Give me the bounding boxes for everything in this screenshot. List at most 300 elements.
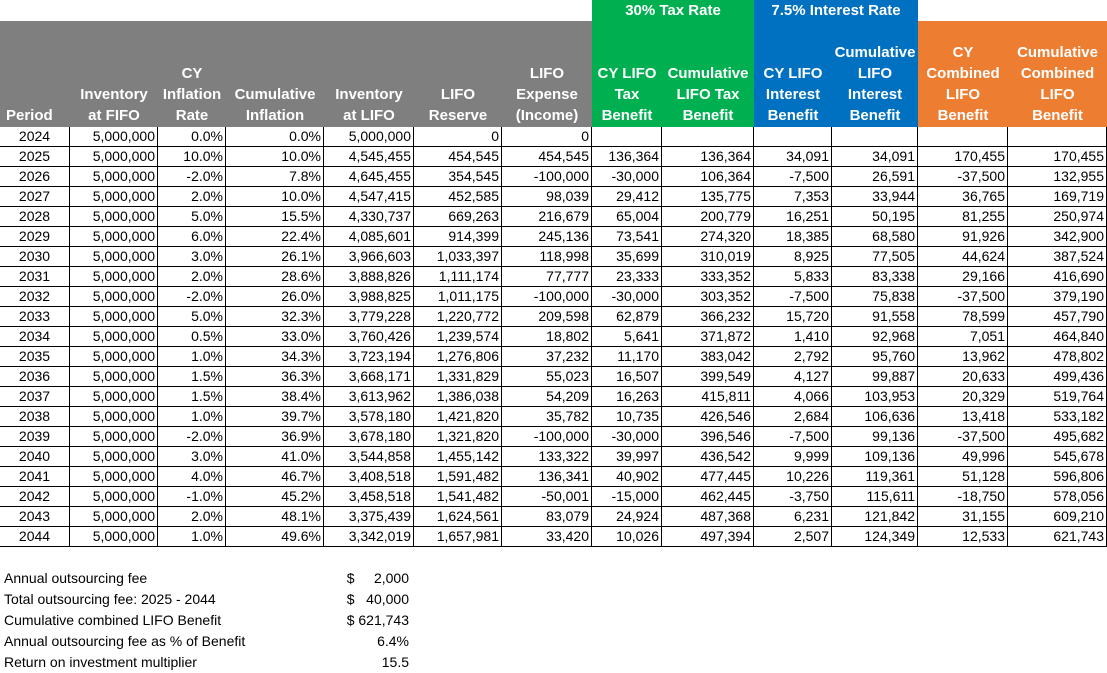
cell-cumulative-combined-lifo-benefit[interactable]: 416,690 bbox=[1008, 267, 1107, 286]
cell-cumulative-inflation[interactable]: 33.0% bbox=[226, 327, 324, 346]
cell-cumulative-combined-lifo-benefit[interactable]: 342,900 bbox=[1008, 227, 1107, 246]
header-lifo-reserve: LIFO Reserve bbox=[428, 86, 488, 124]
cell-inventory-lifo[interactable]: 4,547,415 bbox=[324, 187, 414, 206]
cell-lifo-expense[interactable]: 18,802 bbox=[502, 327, 592, 346]
cell-cy-inflation-rate[interactable]: 1.0% bbox=[158, 347, 226, 366]
cell-cumulative-lifo-tax-benefit[interactable]: 371,872 bbox=[662, 327, 754, 346]
cell-inventory-lifo[interactable]: 3,342,019 bbox=[324, 527, 414, 546]
cell-cumulative-lifo-interest-benefit[interactable]: 121,842 bbox=[832, 507, 918, 526]
cell-cy-lifo-interest-benefit[interactable]: 4,127 bbox=[754, 367, 832, 386]
cell-cumulative-lifo-interest-benefit[interactable]: 83,338 bbox=[832, 267, 918, 286]
cell-cy-lifo-interest-benefit[interactable] bbox=[754, 127, 832, 146]
summary-row bbox=[4, 589, 424, 610]
cell-cumulative-combined-lifo-benefit[interactable] bbox=[1008, 127, 1107, 146]
cell-lifo-expense[interactable]: 133,322 bbox=[502, 447, 592, 466]
cell-cy-inflation-rate[interactable]: 2.0% bbox=[158, 267, 226, 286]
cell-inventory-fifo[interactable]: 5,000,000 bbox=[70, 467, 158, 486]
table-row bbox=[0, 447, 1107, 467]
cell-period[interactable]: 2035 bbox=[0, 347, 70, 366]
cell-cumulative-inflation[interactable]: 10.0% bbox=[226, 187, 324, 206]
cell-inventory-lifo[interactable]: 3,988,825 bbox=[324, 287, 414, 306]
cell-cumulative-lifo-interest-benefit[interactable]: 50,195 bbox=[832, 207, 918, 226]
cell-cy-lifo-tax-benefit[interactable]: -15,000 bbox=[592, 487, 662, 506]
cell-cumulative-combined-lifo-benefit[interactable]: 519,764 bbox=[1008, 387, 1107, 406]
cell-cy-inflation-rate[interactable]: 1.0% bbox=[158, 407, 226, 426]
header-cumulative-inflation: Cumulative Inflation bbox=[234, 86, 316, 124]
cell-cy-combined-lifo-benefit[interactable]: 44,624 bbox=[918, 247, 1008, 266]
cell-cumulative-lifo-tax-benefit[interactable]: 399,549 bbox=[662, 367, 754, 386]
cell-period[interactable]: 2042 bbox=[0, 487, 70, 506]
cell-cumulative-lifo-interest-benefit[interactable]: 95,760 bbox=[832, 347, 918, 366]
cell-lifo-reserve[interactable]: 1,276,806 bbox=[414, 347, 502, 366]
cell-cumulative-lifo-tax-benefit[interactable]: 487,368 bbox=[662, 507, 754, 526]
cell-cy-inflation-rate[interactable]: 2.0% bbox=[158, 507, 226, 526]
cell-cy-lifo-tax-benefit[interactable]: 16,507 bbox=[592, 367, 662, 386]
cell-cumulative-combined-lifo-benefit[interactable]: 495,682 bbox=[1008, 427, 1107, 446]
cell-cy-lifo-interest-benefit[interactable]: 5,833 bbox=[754, 267, 832, 286]
cell-cy-lifo-interest-benefit[interactable]: 10,226 bbox=[754, 467, 832, 486]
cell-cy-inflation-rate[interactable]: 6.0% bbox=[158, 227, 226, 246]
table-row bbox=[0, 527, 1107, 547]
table-row bbox=[0, 487, 1107, 507]
cell-inventory-lifo[interactable]: 3,613,962 bbox=[324, 387, 414, 406]
cell-inventory-fifo[interactable]: 5,000,000 bbox=[70, 247, 158, 266]
cell-lifo-expense[interactable]: 55,023 bbox=[502, 367, 592, 386]
cell-cy-lifo-tax-benefit[interactable]: 73,541 bbox=[592, 227, 662, 246]
header-inventory-fifo: Inventory at FIFO bbox=[80, 86, 148, 124]
cell-cumulative-lifo-interest-benefit[interactable]: 106,636 bbox=[832, 407, 918, 426]
cell-lifo-reserve[interactable]: 1,591,482 bbox=[414, 467, 502, 486]
cell-cy-combined-lifo-benefit[interactable]: -37,500 bbox=[918, 287, 1008, 306]
cell-cumulative-inflation[interactable]: 32.3% bbox=[226, 307, 324, 326]
cell-inventory-lifo[interactable]: 3,544,858 bbox=[324, 447, 414, 466]
cell-cumulative-inflation[interactable]: 0.0% bbox=[226, 127, 324, 146]
cell-period[interactable]: 2032 bbox=[0, 287, 70, 306]
cell-inventory-fifo[interactable]: 5,000,000 bbox=[70, 307, 158, 326]
cell-cumulative-combined-lifo-benefit[interactable]: 499,436 bbox=[1008, 367, 1107, 386]
cell-period[interactable]: 2040 bbox=[0, 447, 70, 466]
cell-inventory-lifo[interactable]: 3,408,518 bbox=[324, 467, 414, 486]
summary-value[interactable]: 6.4% bbox=[377, 633, 409, 649]
cell-cy-lifo-tax-benefit[interactable]: 16,263 bbox=[592, 387, 662, 406]
cell-lifo-reserve[interactable]: 1,421,820 bbox=[414, 407, 502, 426]
cell-lifo-reserve[interactable]: 1,624,561 bbox=[414, 507, 502, 526]
cell-cumulative-inflation[interactable]: 28.6% bbox=[226, 267, 324, 286]
cell-inventory-fifo[interactable]: 5,000,000 bbox=[70, 227, 158, 246]
cell-lifo-expense[interactable]: 118,998 bbox=[502, 247, 592, 266]
cell-cy-combined-lifo-benefit[interactable]: 81,255 bbox=[918, 207, 1008, 226]
cell-cy-inflation-rate[interactable]: -2.0% bbox=[158, 287, 226, 306]
cell-inventory-lifo[interactable]: 3,966,603 bbox=[324, 247, 414, 266]
cell-cy-lifo-tax-benefit[interactable]: 29,412 bbox=[592, 187, 662, 206]
cell-cy-lifo-interest-benefit[interactable]: 4,066 bbox=[754, 387, 832, 406]
cell-cy-lifo-tax-benefit[interactable]: 62,879 bbox=[592, 307, 662, 326]
header-cumulative-lifo-tax-benefit: Cumulative LIFO Tax Benefit bbox=[662, 21, 754, 127]
cell-cy-combined-lifo-benefit[interactable]: 91,926 bbox=[918, 227, 1008, 246]
cell-cy-inflation-rate[interactable]: 1.5% bbox=[158, 367, 226, 386]
cell-cy-inflation-rate[interactable]: 5.0% bbox=[158, 307, 226, 326]
cell-lifo-expense[interactable]: -50,001 bbox=[502, 487, 592, 506]
cell-cy-lifo-tax-benefit[interactable]: 23,333 bbox=[592, 267, 662, 286]
cell-lifo-expense[interactable]: 136,341 bbox=[502, 467, 592, 486]
cell-cumulative-lifo-tax-benefit[interactable]: 462,445 bbox=[662, 487, 754, 506]
cell-lifo-reserve[interactable]: 914,399 bbox=[414, 227, 502, 246]
cell-inventory-fifo[interactable]: 5,000,000 bbox=[70, 367, 158, 386]
cell-period[interactable]: 2024 bbox=[0, 127, 70, 146]
cell-cumulative-combined-lifo-benefit[interactable]: 621,743 bbox=[1008, 527, 1107, 546]
cell-cumulative-combined-lifo-benefit[interactable]: 250,974 bbox=[1008, 207, 1107, 226]
cell-cy-lifo-tax-benefit[interactable]: 35,699 bbox=[592, 247, 662, 266]
cell-lifo-reserve[interactable]: 1,331,829 bbox=[414, 367, 502, 386]
header-cy-combined-lifo-benefit: CY Combined LIFO Benefit bbox=[918, 21, 1008, 127]
cell-inventory-fifo[interactable]: 5,000,000 bbox=[70, 347, 158, 366]
cell-period[interactable]: 2037 bbox=[0, 387, 70, 406]
cell-cy-lifo-tax-benefit[interactable]: 39,997 bbox=[592, 447, 662, 466]
cell-cy-lifo-interest-benefit[interactable]: 2,792 bbox=[754, 347, 832, 366]
cell-cy-inflation-rate[interactable]: -2.0% bbox=[158, 167, 226, 186]
cell-inventory-fifo[interactable]: 5,000,000 bbox=[70, 327, 158, 346]
cell-cumulative-combined-lifo-benefit[interactable]: 132,955 bbox=[1008, 167, 1107, 186]
cell-inventory-fifo[interactable]: 5,000,000 bbox=[70, 407, 158, 426]
cell-cy-combined-lifo-benefit[interactable]: -18,750 bbox=[918, 487, 1008, 506]
cell-cumulative-inflation[interactable]: 36.9% bbox=[226, 427, 324, 446]
cell-inventory-fifo[interactable]: 5,000,000 bbox=[70, 207, 158, 226]
cell-inventory-lifo[interactable]: 4,545,455 bbox=[324, 147, 414, 166]
cell-cy-lifo-tax-benefit[interactable]: -30,000 bbox=[592, 167, 662, 186]
cell-lifo-expense[interactable]: 35,782 bbox=[502, 407, 592, 426]
cell-cy-lifo-interest-benefit[interactable]: 34,091 bbox=[754, 147, 832, 166]
cell-inventory-lifo[interactable]: 4,085,601 bbox=[324, 227, 414, 246]
cell-lifo-expense[interactable]: -100,000 bbox=[502, 287, 592, 306]
cell-cy-lifo-interest-benefit[interactable]: 15,720 bbox=[754, 307, 832, 326]
cell-cumulative-lifo-tax-benefit[interactable]: 333,352 bbox=[662, 267, 754, 286]
cell-inventory-lifo[interactable]: 5,000,000 bbox=[324, 127, 414, 146]
cell-cy-lifo-interest-benefit[interactable]: 2,507 bbox=[754, 527, 832, 546]
cell-cumulative-inflation[interactable]: 46.7% bbox=[226, 467, 324, 486]
cell-cy-inflation-rate[interactable]: -2.0% bbox=[158, 427, 226, 446]
cell-cy-combined-lifo-benefit[interactable] bbox=[918, 127, 1008, 146]
table-row bbox=[0, 227, 1107, 247]
cell-cumulative-inflation[interactable]: 49.6% bbox=[226, 527, 324, 546]
cell-cumulative-lifo-interest-benefit[interactable]: 124,349 bbox=[832, 527, 918, 546]
cell-cy-lifo-interest-benefit[interactable]: 6,231 bbox=[754, 507, 832, 526]
cell-cy-combined-lifo-benefit[interactable]: 49,996 bbox=[918, 447, 1008, 466]
cell-cy-combined-lifo-benefit[interactable]: 13,962 bbox=[918, 347, 1008, 366]
cell-cumulative-lifo-interest-benefit[interactable]: 34,091 bbox=[832, 147, 918, 166]
cell-cumulative-lifo-tax-benefit[interactable]: 426,546 bbox=[662, 407, 754, 426]
cell-cy-combined-lifo-benefit[interactable]: 29,166 bbox=[918, 267, 1008, 286]
cell-cy-lifo-interest-benefit[interactable]: -7,500 bbox=[754, 427, 832, 446]
cell-period[interactable]: 2034 bbox=[0, 327, 70, 346]
cell-inventory-fifo[interactable]: 5,000,000 bbox=[70, 527, 158, 546]
cell-cy-inflation-rate[interactable]: 4.0% bbox=[158, 467, 226, 486]
cell-cy-inflation-rate[interactable]: 0.0% bbox=[158, 127, 226, 146]
cell-inventory-lifo[interactable]: 4,330,737 bbox=[324, 207, 414, 226]
cell-inventory-fifo[interactable]: 5,000,000 bbox=[70, 267, 158, 286]
cell-inventory-fifo[interactable]: 5,000,000 bbox=[70, 427, 158, 446]
cell-cumulative-inflation[interactable]: 22.4% bbox=[226, 227, 324, 246]
cell-inventory-lifo[interactable]: 3,723,194 bbox=[324, 347, 414, 366]
cell-cy-inflation-rate[interactable]: 5.0% bbox=[158, 207, 226, 226]
rate-band-row bbox=[0, 0, 1107, 21]
cell-cumulative-lifo-interest-benefit[interactable]: 92,968 bbox=[832, 327, 918, 346]
cell-lifo-reserve[interactable]: 454,545 bbox=[414, 147, 502, 166]
cell-period[interactable]: 2041 bbox=[0, 467, 70, 486]
cell-cy-inflation-rate[interactable]: 3.0% bbox=[158, 447, 226, 466]
cell-cy-lifo-interest-benefit[interactable]: -7,500 bbox=[754, 167, 832, 186]
cell-inventory-fifo[interactable]: 5,000,000 bbox=[70, 287, 158, 306]
cell-lifo-reserve[interactable]: 1,657,981 bbox=[414, 527, 502, 546]
cell-cumulative-lifo-interest-benefit[interactable]: 77,505 bbox=[832, 247, 918, 266]
cell-inventory-fifo[interactable]: 5,000,000 bbox=[70, 447, 158, 466]
cell-period[interactable]: 2025 bbox=[0, 147, 70, 166]
cell-cumulative-lifo-tax-benefit[interactable]: 303,352 bbox=[662, 287, 754, 306]
cell-inventory-lifo[interactable]: 3,888,826 bbox=[324, 267, 414, 286]
cell-inventory-lifo[interactable]: 3,779,228 bbox=[324, 307, 414, 326]
cell-cumulative-lifo-tax-benefit[interactable]: 136,364 bbox=[662, 147, 754, 166]
cell-cy-combined-lifo-benefit[interactable]: 13,418 bbox=[918, 407, 1008, 426]
cell-lifo-reserve[interactable]: 1,220,772 bbox=[414, 307, 502, 326]
cell-cy-lifo-interest-benefit[interactable]: 2,684 bbox=[754, 407, 832, 426]
cell-period[interactable]: 2028 bbox=[0, 207, 70, 226]
cell-lifo-expense[interactable]: 33,420 bbox=[502, 527, 592, 546]
cell-cumulative-lifo-interest-benefit[interactable]: 33,944 bbox=[832, 187, 918, 206]
cell-cy-lifo-tax-benefit[interactable]: -30,000 bbox=[592, 287, 662, 306]
cell-cy-combined-lifo-benefit[interactable]: 170,455 bbox=[918, 147, 1008, 166]
cell-lifo-reserve[interactable]: 1,011,175 bbox=[414, 287, 502, 306]
cell-inventory-lifo[interactable]: 3,458,518 bbox=[324, 487, 414, 506]
cell-cumulative-inflation[interactable]: 26.1% bbox=[226, 247, 324, 266]
cell-cumulative-combined-lifo-benefit[interactable]: 170,455 bbox=[1008, 147, 1107, 166]
cell-inventory-fifo[interactable]: 5,000,000 bbox=[70, 187, 158, 206]
cell-cy-lifo-tax-benefit[interactable]: 136,364 bbox=[592, 147, 662, 166]
cell-cumulative-lifo-interest-benefit[interactable]: 109,136 bbox=[832, 447, 918, 466]
cell-cumulative-inflation[interactable]: 26.0% bbox=[226, 287, 324, 306]
summary-row bbox=[4, 652, 424, 673]
table-row bbox=[0, 387, 1107, 407]
cell-cumulative-lifo-tax-benefit[interactable]: 383,042 bbox=[662, 347, 754, 366]
cell-lifo-reserve[interactable]: 669,263 bbox=[414, 207, 502, 226]
cell-period[interactable]: 2044 bbox=[0, 527, 70, 546]
cell-cumulative-inflation[interactable]: 34.3% bbox=[226, 347, 324, 366]
cell-cumulative-lifo-tax-benefit[interactable]: 106,364 bbox=[662, 167, 754, 186]
cell-period[interactable]: 2026 bbox=[0, 167, 70, 186]
cell-inventory-fifo[interactable]: 5,000,000 bbox=[70, 167, 158, 186]
cell-cy-lifo-interest-benefit[interactable]: 9,999 bbox=[754, 447, 832, 466]
cell-cy-combined-lifo-benefit[interactable]: 36,765 bbox=[918, 187, 1008, 206]
cell-inventory-fifo[interactable]: 5,000,000 bbox=[70, 387, 158, 406]
cell-cumulative-lifo-interest-benefit[interactable]: 115,611 bbox=[832, 487, 918, 506]
cell-inventory-fifo[interactable]: 5,000,000 bbox=[70, 147, 158, 166]
cell-lifo-reserve[interactable]: 1,321,820 bbox=[414, 427, 502, 446]
cell-inventory-lifo[interactable]: 3,760,426 bbox=[324, 327, 414, 346]
header-period: Period bbox=[6, 107, 53, 124]
cell-cumulative-lifo-tax-benefit[interactable]: 274,320 bbox=[662, 227, 754, 246]
cell-lifo-reserve[interactable]: 1,541,482 bbox=[414, 487, 502, 506]
cell-cy-inflation-rate[interactable]: 3.0% bbox=[158, 247, 226, 266]
cell-cumulative-inflation[interactable]: 45.2% bbox=[226, 487, 324, 506]
cell-cumulative-lifo-interest-benefit[interactable]: 68,580 bbox=[832, 227, 918, 246]
cell-cy-lifo-tax-benefit[interactable]: 11,170 bbox=[592, 347, 662, 366]
cell-cy-lifo-tax-benefit[interactable]: 65,004 bbox=[592, 207, 662, 226]
cell-cy-combined-lifo-benefit[interactable]: 12,533 bbox=[918, 527, 1008, 546]
cell-cy-inflation-rate[interactable]: 0.5% bbox=[158, 327, 226, 346]
cell-lifo-reserve[interactable]: 452,585 bbox=[414, 187, 502, 206]
cell-inventory-lifo[interactable]: 3,668,171 bbox=[324, 367, 414, 386]
summary-value[interactable]: $ 2,000 bbox=[346, 570, 409, 586]
cell-lifo-expense[interactable]: 245,136 bbox=[502, 227, 592, 246]
cell-cumulative-combined-lifo-benefit[interactable]: 379,190 bbox=[1008, 287, 1107, 306]
cell-cumulative-combined-lifo-benefit[interactable]: 609,210 bbox=[1008, 507, 1107, 526]
cell-lifo-reserve[interactable]: 0 bbox=[414, 127, 502, 146]
cell-cy-combined-lifo-benefit[interactable]: 20,633 bbox=[918, 367, 1008, 386]
cell-inventory-lifo[interactable]: 4,645,455 bbox=[324, 167, 414, 186]
cell-lifo-expense[interactable]: 83,079 bbox=[502, 507, 592, 526]
cell-cumulative-combined-lifo-benefit[interactable]: 478,802 bbox=[1008, 347, 1107, 366]
cell-cumulative-combined-lifo-benefit[interactable]: 464,840 bbox=[1008, 327, 1107, 346]
cell-cumulative-lifo-tax-benefit[interactable]: 415,811 bbox=[662, 387, 754, 406]
cell-lifo-expense[interactable]: 216,679 bbox=[502, 207, 592, 226]
cell-cy-inflation-rate[interactable]: 1.0% bbox=[158, 527, 226, 546]
cell-cumulative-lifo-interest-benefit[interactable]: 91,558 bbox=[832, 307, 918, 326]
cell-cumulative-lifo-tax-benefit[interactable] bbox=[662, 127, 754, 146]
cell-cy-lifo-tax-benefit[interactable]: 5,641 bbox=[592, 327, 662, 346]
cell-cy-lifo-tax-benefit[interactable]: 10,026 bbox=[592, 527, 662, 546]
cell-cy-inflation-rate[interactable]: -1.0% bbox=[158, 487, 226, 506]
cell-period[interactable]: 2036 bbox=[0, 367, 70, 386]
cell-cumulative-inflation[interactable]: 15.5% bbox=[226, 207, 324, 226]
cell-period[interactable]: 2027 bbox=[0, 187, 70, 206]
cell-cy-lifo-interest-benefit[interactable]: 16,251 bbox=[754, 207, 832, 226]
cell-cy-lifo-interest-benefit[interactable]: 18,385 bbox=[754, 227, 832, 246]
cell-cy-lifo-interest-benefit[interactable]: 1,410 bbox=[754, 327, 832, 346]
cell-cy-lifo-interest-benefit[interactable]: -3,750 bbox=[754, 487, 832, 506]
cell-inventory-lifo[interactable]: 3,375,439 bbox=[324, 507, 414, 526]
cell-period[interactable]: 2038 bbox=[0, 407, 70, 426]
cell-lifo-reserve[interactable]: 1,033,397 bbox=[414, 247, 502, 266]
summary-value[interactable]: $ 621,743 bbox=[346, 612, 409, 628]
cell-cumulative-lifo-interest-benefit[interactable]: 26,591 bbox=[832, 167, 918, 186]
cell-lifo-expense[interactable]: 454,545 bbox=[502, 147, 592, 166]
cell-cumulative-lifo-interest-benefit[interactable]: 75,838 bbox=[832, 287, 918, 306]
cell-cumulative-lifo-interest-benefit[interactable]: 99,887 bbox=[832, 367, 918, 386]
cell-cy-lifo-tax-benefit[interactable]: 10,735 bbox=[592, 407, 662, 426]
cell-cy-inflation-rate[interactable]: 1.5% bbox=[158, 387, 226, 406]
cell-period[interactable]: 2031 bbox=[0, 267, 70, 286]
cell-cumulative-combined-lifo-benefit[interactable]: 169,719 bbox=[1008, 187, 1107, 206]
cell-cumulative-lifo-tax-benefit[interactable]: 396,546 bbox=[662, 427, 754, 446]
cell-cumulative-lifo-interest-benefit[interactable]: 103,953 bbox=[832, 387, 918, 406]
cell-cy-lifo-tax-benefit[interactable] bbox=[592, 127, 662, 146]
header-cumulative-combined-lifo-benefit: Cumulative Combined LIFO Benefit bbox=[1008, 21, 1107, 127]
cell-cumulative-inflation[interactable]: 36.3% bbox=[226, 367, 324, 386]
cell-inventory-fifo[interactable]: 5,000,000 bbox=[70, 127, 158, 146]
cell-lifo-expense[interactable]: 98,039 bbox=[502, 187, 592, 206]
cell-lifo-expense[interactable]: 209,598 bbox=[502, 307, 592, 326]
cell-period[interactable]: 2043 bbox=[0, 507, 70, 526]
cell-period[interactable]: 2030 bbox=[0, 247, 70, 266]
cell-cumulative-lifo-tax-benefit[interactable]: 310,019 bbox=[662, 247, 754, 266]
cell-cy-combined-lifo-benefit[interactable]: 20,329 bbox=[918, 387, 1008, 406]
cell-lifo-reserve[interactable]: 1,386,038 bbox=[414, 387, 502, 406]
cell-period[interactable]: 2039 bbox=[0, 427, 70, 446]
cell-cumulative-inflation[interactable]: 10.0% bbox=[226, 147, 324, 166]
table-row bbox=[0, 467, 1107, 487]
summary-value[interactable]: 15.5 bbox=[381, 654, 409, 670]
cell-cy-combined-lifo-benefit[interactable]: -37,500 bbox=[918, 167, 1008, 186]
summary-value[interactable]: $ 40,000 bbox=[346, 591, 409, 607]
cell-cumulative-lifo-tax-benefit[interactable]: 497,394 bbox=[662, 527, 754, 546]
table-row bbox=[0, 427, 1107, 447]
cell-cumulative-lifo-tax-benefit[interactable]: 366,232 bbox=[662, 307, 754, 326]
cell-cumulative-inflation[interactable]: 38.4% bbox=[226, 387, 324, 406]
cell-cy-combined-lifo-benefit[interactable]: 51,128 bbox=[918, 467, 1008, 486]
cell-inventory-lifo[interactable]: 3,678,180 bbox=[324, 427, 414, 446]
cell-cumulative-combined-lifo-benefit[interactable]: 578,056 bbox=[1008, 487, 1107, 506]
cell-lifo-reserve[interactable]: 1,239,574 bbox=[414, 327, 502, 346]
table-row bbox=[0, 367, 1107, 387]
cell-cy-lifo-tax-benefit[interactable]: -30,000 bbox=[592, 427, 662, 446]
cell-cumulative-lifo-tax-benefit[interactable]: 135,775 bbox=[662, 187, 754, 206]
cell-cumulative-combined-lifo-benefit[interactable]: 533,182 bbox=[1008, 407, 1107, 426]
cell-lifo-reserve[interactable]: 1,111,174 bbox=[414, 267, 502, 286]
cell-cumulative-inflation[interactable]: 39.7% bbox=[226, 407, 324, 426]
cell-cy-combined-lifo-benefit[interactable]: 78,599 bbox=[918, 307, 1008, 326]
cell-cy-lifo-tax-benefit[interactable]: 24,924 bbox=[592, 507, 662, 526]
cell-cy-inflation-rate[interactable]: 10.0% bbox=[158, 147, 226, 166]
cell-cumulative-inflation[interactable]: 41.0% bbox=[226, 447, 324, 466]
cell-inventory-fifo[interactable]: 5,000,000 bbox=[70, 507, 158, 526]
cell-cy-inflation-rate[interactable]: 2.0% bbox=[158, 187, 226, 206]
cell-cumulative-lifo-interest-benefit[interactable] bbox=[832, 127, 918, 146]
table-row bbox=[0, 267, 1107, 287]
cell-cy-combined-lifo-benefit[interactable]: 7,051 bbox=[918, 327, 1008, 346]
cell-cy-combined-lifo-benefit[interactable]: 31,155 bbox=[918, 507, 1008, 526]
cell-cy-lifo-interest-benefit[interactable]: 7,353 bbox=[754, 187, 832, 206]
cell-lifo-expense[interactable]: 37,232 bbox=[502, 347, 592, 366]
cell-cumulative-lifo-interest-benefit[interactable]: 99,136 bbox=[832, 427, 918, 446]
cell-lifo-expense[interactable]: 54,209 bbox=[502, 387, 592, 406]
cell-cumulative-combined-lifo-benefit[interactable]: 596,806 bbox=[1008, 467, 1107, 486]
summary-section bbox=[4, 568, 424, 673]
cell-period[interactable]: 2033 bbox=[0, 307, 70, 326]
cell-inventory-fifo[interactable]: 5,000,000 bbox=[70, 487, 158, 506]
cell-cumulative-combined-lifo-benefit[interactable]: 545,678 bbox=[1008, 447, 1107, 466]
cell-cumulative-combined-lifo-benefit[interactable]: 387,524 bbox=[1008, 247, 1107, 266]
cell-lifo-expense[interactable]: 77,777 bbox=[502, 267, 592, 286]
cell-cumulative-lifo-tax-benefit[interactable]: 200,779 bbox=[662, 207, 754, 226]
cell-cumulative-lifo-interest-benefit[interactable]: 119,361 bbox=[832, 467, 918, 486]
table-row bbox=[0, 287, 1107, 307]
cell-cumulative-inflation[interactable]: 48.1% bbox=[226, 507, 324, 526]
cell-period[interactable]: 2029 bbox=[0, 227, 70, 246]
cell-cumulative-lifo-tax-benefit[interactable]: 436,542 bbox=[662, 447, 754, 466]
cell-cy-lifo-interest-benefit[interactable]: 8,925 bbox=[754, 247, 832, 266]
cell-cumulative-lifo-tax-benefit[interactable]: 477,445 bbox=[662, 467, 754, 486]
cell-cumulative-combined-lifo-benefit[interactable]: 457,790 bbox=[1008, 307, 1107, 326]
cell-lifo-reserve[interactable]: 1,455,142 bbox=[414, 447, 502, 466]
table-body bbox=[0, 127, 1107, 547]
cell-lifo-reserve[interactable]: 354,545 bbox=[414, 167, 502, 186]
cell-inventory-lifo[interactable]: 3,578,180 bbox=[324, 407, 414, 426]
cell-cumulative-inflation[interactable]: 7.8% bbox=[226, 167, 324, 186]
cell-lifo-expense[interactable]: -100,000 bbox=[502, 427, 592, 446]
cell-lifo-expense[interactable]: 0 bbox=[502, 127, 592, 146]
cell-lifo-expense[interactable]: -100,000 bbox=[502, 167, 592, 186]
cell-cy-lifo-interest-benefit[interactable]: -7,500 bbox=[754, 287, 832, 306]
cell-cy-combined-lifo-benefit[interactable]: -37,500 bbox=[918, 427, 1008, 446]
cell-cy-lifo-tax-benefit[interactable]: 40,902 bbox=[592, 467, 662, 486]
